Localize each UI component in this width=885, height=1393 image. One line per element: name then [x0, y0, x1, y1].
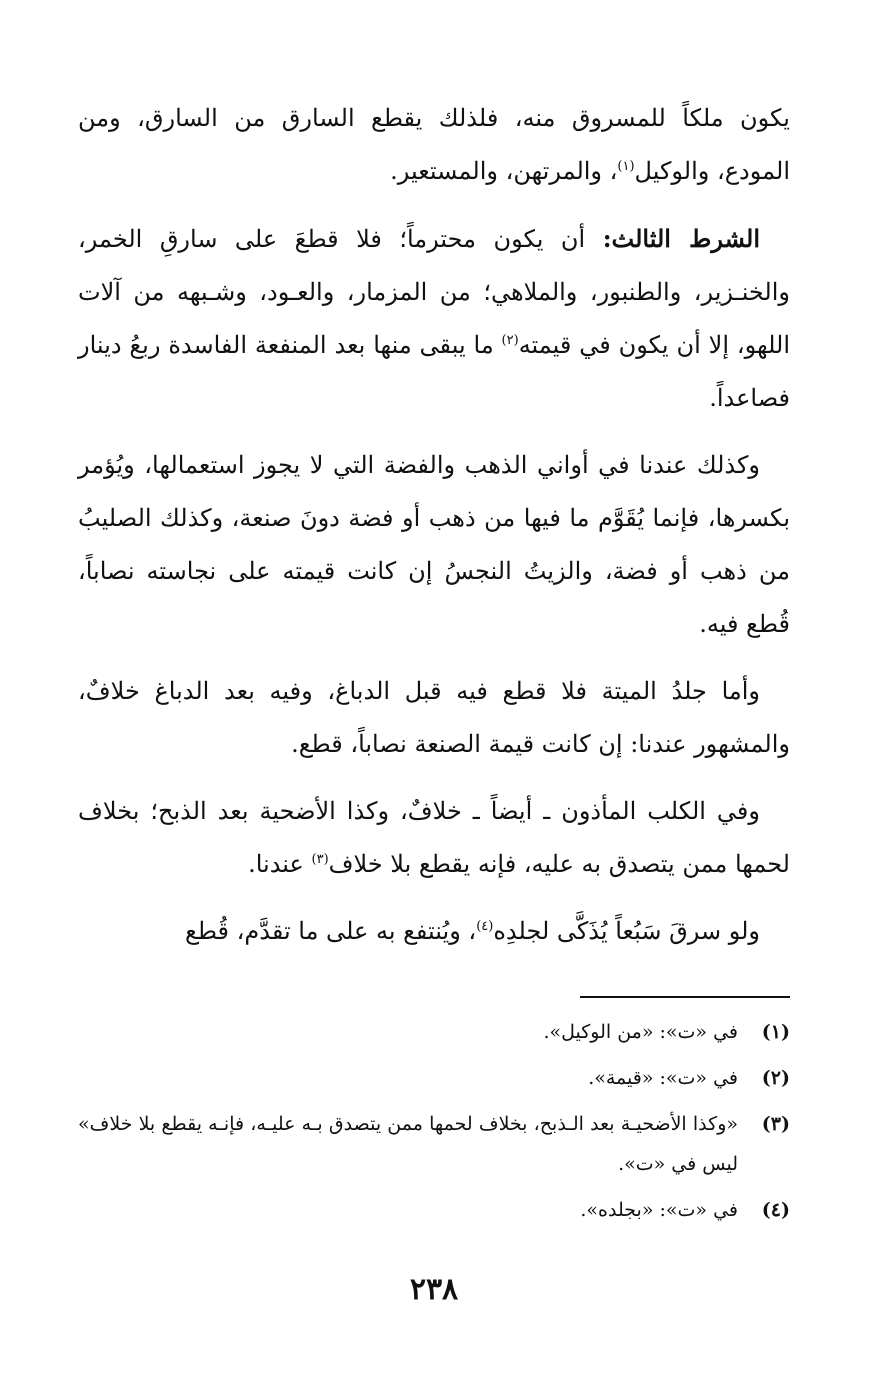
paragraph-1-text: يكون ملكاً للمسروق منه، فلذلك يقطع السارق من السارق، ومن المودع، والوكيل [78, 104, 790, 185]
footnote-number: (٢) [761, 1067, 790, 1089]
paragraph-2-text-a: أن يكون محترماً؛ فلا قطعَ على سارقِ الخمر، والخنـزير، والطنبور، والملاهي؛ من المزمار، والعـود، وشـبهه من آلات اللهو، إلا أن يكون في قيمته [78, 225, 790, 359]
footnote-text: في «ت»: «بجلده». [580, 1199, 738, 1221]
footnote-ref-4: (٤) [476, 919, 494, 934]
paragraph-2-text-b: ما يبقى منها بعد المنفعة الفاسدة ربعُ دينار فصاعداً. [78, 331, 790, 412]
footnote-text: «وكذا الأضحيـة بعد الـذبح، بخلاف لحمها ممن يتصدق بـه عليـه، فإنـه يقطع بلا خلاف» ليس في «ت». [78, 1113, 738, 1175]
footnote-4 [78, 1190, 790, 1230]
footnote-ref-1: (١) [617, 159, 635, 174]
footnotes [78, 1012, 790, 1236]
footnote-1 [78, 1012, 790, 1052]
document-page [78, 92, 790, 1342]
paragraph-4: وأما جلدُ الميتة فلا قطع فيه قبل الدباغ، وفيه بعد الدباغ خلافٌ، والمشهور عندنا: إن كانت قيمة الصنعة نصاباً، قطع. [78, 677, 790, 758]
footnote-3 [78, 1104, 790, 1184]
condition-heading: الشرط الثالث: [602, 224, 760, 253]
paragraph-1 [78, 92, 790, 198]
footnote-ref-3: (٣) [311, 852, 329, 867]
footnote-text: في «ت»: «قيمة». [588, 1067, 738, 1089]
footnote-number: (٤) [761, 1199, 790, 1221]
footnote-number: (١) [761, 1021, 790, 1043]
footnote-ref-2: (٢) [501, 333, 519, 348]
footnote-number: (٣) [761, 1113, 790, 1135]
paragraph-6-text-b: ، ويُنتفع به على ما تقدَّم، قُطع [185, 917, 477, 945]
footnote-2 [78, 1058, 790, 1098]
paragraph-5-text-a: وفي الكلب المأذون ـ أيضاً ـ خلافٌ، وكذا الأضحية بعد الذبح؛ بخلاف لحمها ممن يتصدق به عليه، فإنه يقطع بلا خلاف [78, 797, 790, 878]
page-number: ٢٣٨ [409, 1272, 459, 1307]
paragraph-5 [78, 785, 790, 891]
paragraph-2 [78, 212, 790, 425]
footnote-text: في «ت»: «من الوكيل». [543, 1021, 738, 1043]
main-text [78, 92, 790, 958]
paragraph-3: وكذلك عندنا في أواني الذهب والفضة التي لا يجوز استعمالها، ويُؤمر بكسرها، فإنما يُقَوَّم ما فيها من ذهب أو فضة دونَ صنعة، وكذلك الصليبُ من ذهب أو فضة، والزيتُ النجسُ إن كانت قيمته على نجاسته نصاباً، قُطع فيه. [78, 451, 790, 638]
paragraph-6-text-a: ولو سرقَ سَبُعاً يُذَكَّى لجلدِه [493, 917, 760, 945]
paragraph-1-end: ، والمرتهن، والمستعير. [390, 157, 618, 185]
footnote-divider [580, 996, 790, 998]
paragraph-5-text-b: عندنا. [248, 850, 312, 878]
paragraph-6 [78, 905, 790, 958]
